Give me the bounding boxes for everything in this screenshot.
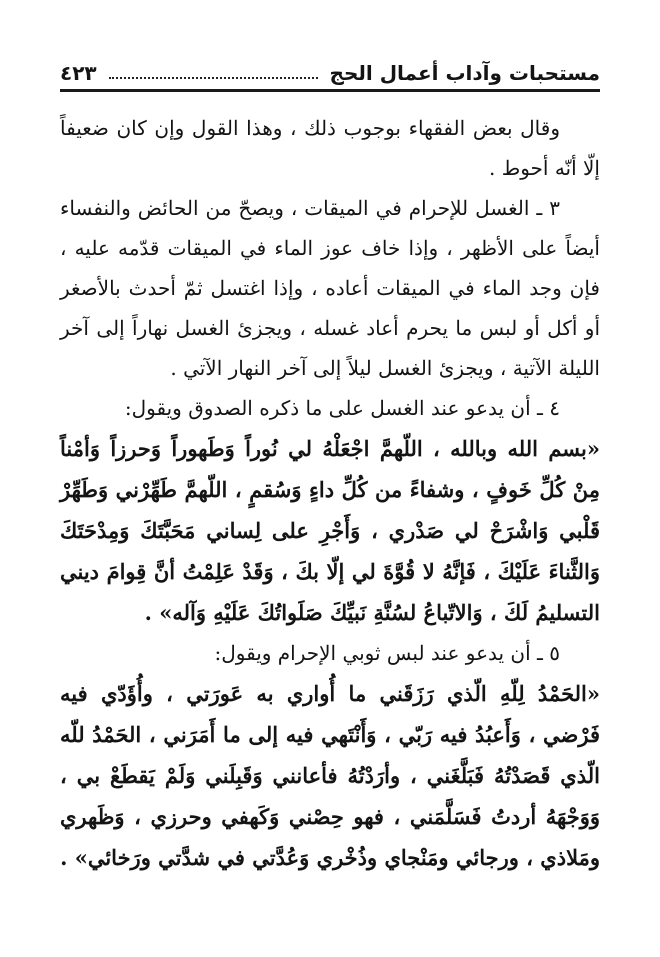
running-title: مستحبات وآداب أعمال الحج — [329, 61, 600, 85]
prayer-ghusl: «بسم الله وبالله ، اللّهمَّ اجْعَلْهُ لي نُوراً وَطَهوراً وَحرزاً وَأمْناً مِنْ كُلِّ خَوفٍ ، وشفاءً من كُلِّ داءٍ وَسُقمٍ ، اللّهمَّ طَهِّرْني وَطَهِّرْ قَلْبي وَاشْرَحْ لي صَدْري ، وَأَجْرِ على لِساني مَحَبَّتَكَ وَمِدْحَتَكَ وَالثَّناءَ عَلَيْكَ ، فَإنَّهُ لا قُوَّةَ لي إلّا بكَ ، وَقَدْ عَلِمْتُ أنَّ قِوامَ ديني التسليمُ لَكَ ، وَالاتّباعُ لسُنَّةِ نَبيِّكَ صَلَواتُكَ عَلَيْهِ وَآله» . — [60, 436, 600, 625]
header-rule — [60, 89, 600, 92]
dot-leader — [109, 67, 318, 79]
prayer-ihram-garments: «الحَمْدُ لِلّهِ الّذي رَزَقَني ما أُواري به عَورَتي ، وأُؤَدّي فيه فَرْضي ، وَأَعبُدُ فيه رَبّي ، وَأَنْتَهي فيه إلى ما أَمَرَني ، الحَمْدُ للّه الّذي قَصَدْتُهُ فَبَلَّغَني ، وأرَدْتُهُ فأعانني وَقَبِلَني وَلَمْ يَقطَعْ بي ، وَوَجْهَهُ أردتُ فَسَلَّمَني ، فهو حِصْني وَكَهفي وحرزي ، وَظَهري ومَلاذي ، ورجائي ومَنْجاي وذُخْري وَعُدَّتي في شدَّتي ورَخائي» . — [60, 681, 600, 870]
paragraph-item-3-ghusl: ٣ ـ الغسل للإحرام في الميقات ، ويصحّ من الحائض والنفساء أيضاً على الأظهر ، وإذا خاف عوز الماء في الميقات قدّمه عليه ، فإن وجد الماء في الميقات أعاده ، وإذا اغتسل ثمّ أحدث بالأصغر أو أكل أو لبس ما يحرم أعاد غسله ، ويجزئ الغسل نهاراً إلى آخر الليلة الآتية ، ويجزئ الغسل ليلاً إلى آخر النهار الآتي . — [60, 196, 600, 380]
paragraph-item-5-intro: ٥ ـ أن يدعو عند لبس ثوبي الإحرام ويقول: — [214, 641, 560, 665]
paragraph-item-4-intro: ٤ ـ أن يدعو عند الغسل على ما ذكره الصدوق ويقول: — [124, 396, 560, 420]
page-body — [60, 108, 600, 878]
running-header — [60, 58, 600, 88]
page-number: ٤٢٣ — [60, 61, 97, 85]
paragraph-opinion-note: وقال بعض الفقهاء بوجوب ذلك ، وهذا القول وإن كان ضعيفاً إلّا أنّه أحوط . — [60, 116, 600, 180]
